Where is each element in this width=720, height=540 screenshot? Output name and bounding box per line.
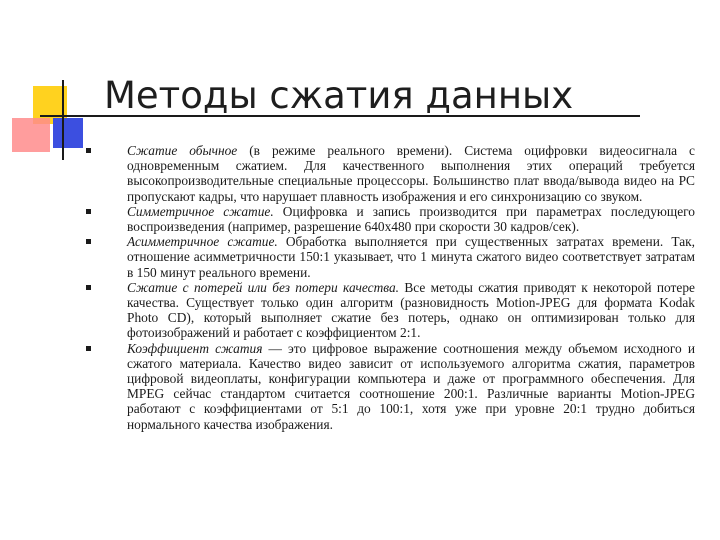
bullet-square-icon xyxy=(86,239,91,244)
bullet-text: — это цифровое выражение соотношения между объемом исходного и сжатого материала. Качество видео зависит от используемого алгоритма сжатия, параметров цифровой видеоплаты, конфигурации компьютера и даже от программного обеспечения. Для MPEG сейчас стандартом считается соотношение 200:1. Различные варианты Motion-JPEG работают с коэффициентами от 5:1 до 100:1, хотя уже при уровне 20:1 трудно добиться нормального качества изображения. xyxy=(127,340,695,432)
bullet-item xyxy=(80,204,695,234)
bullet-term: Коэффициент сжатия xyxy=(127,340,263,356)
bullet-square-icon xyxy=(86,209,91,214)
bullet-text: Оцифровка и запись производится при параметрах последующего воспроизведения (например, разрешение 640х480 при скорости 30 кадров/сек). xyxy=(127,203,696,235)
bullet-square-icon xyxy=(86,148,91,153)
bullet-item xyxy=(80,280,695,341)
bullet-item xyxy=(80,143,695,204)
bullet-text: (в режиме реального времени). Система оцифровки видеосигнала с одновременным сжатием. Для качественного выполнения этих операций требуется высокопроизводительные специальные процессоры. Большинство плат ввода/вывода видео на PC пропускают кадры, что нарушает плавность изображения и его синхронизацию со звуком. xyxy=(127,143,695,204)
bullet-text: Обработка выполняется при существенных затратах времени. Так, отношение асимметричности 150:1 указывает, что 1 минута сжатого видео соответствует затратам в 150 минут реального времени. xyxy=(127,234,695,280)
decor-blue-square xyxy=(53,118,83,148)
bullet-square-icon xyxy=(86,285,91,290)
bullet-item xyxy=(80,341,695,432)
decor-red-square xyxy=(12,118,50,152)
slide-title: Методы сжатия данных xyxy=(104,74,574,117)
bullet-item xyxy=(80,234,695,280)
bullet-square-icon xyxy=(86,346,91,351)
decor-vertical-line xyxy=(62,80,64,160)
bullet-term: Симметричное сжатие. xyxy=(127,203,274,219)
bullet-term: Сжатие с потерей или без потери качества. xyxy=(127,279,399,295)
bullet-list xyxy=(80,143,695,432)
bullet-term: Сжатие обычное xyxy=(127,143,238,158)
bullet-term: Асимметричное сжатие. xyxy=(127,234,278,250)
bullet-text: Все методы сжатия приводят к некоторой потере качества. Существует только один алгоритм (разновидность Motion-JPEG для формата Kodak Photo CD), который выполняет сжатие без потерь, однако он оптимизирован только для фотоизображений и работает с коэффициентом 2:1. xyxy=(127,279,695,341)
